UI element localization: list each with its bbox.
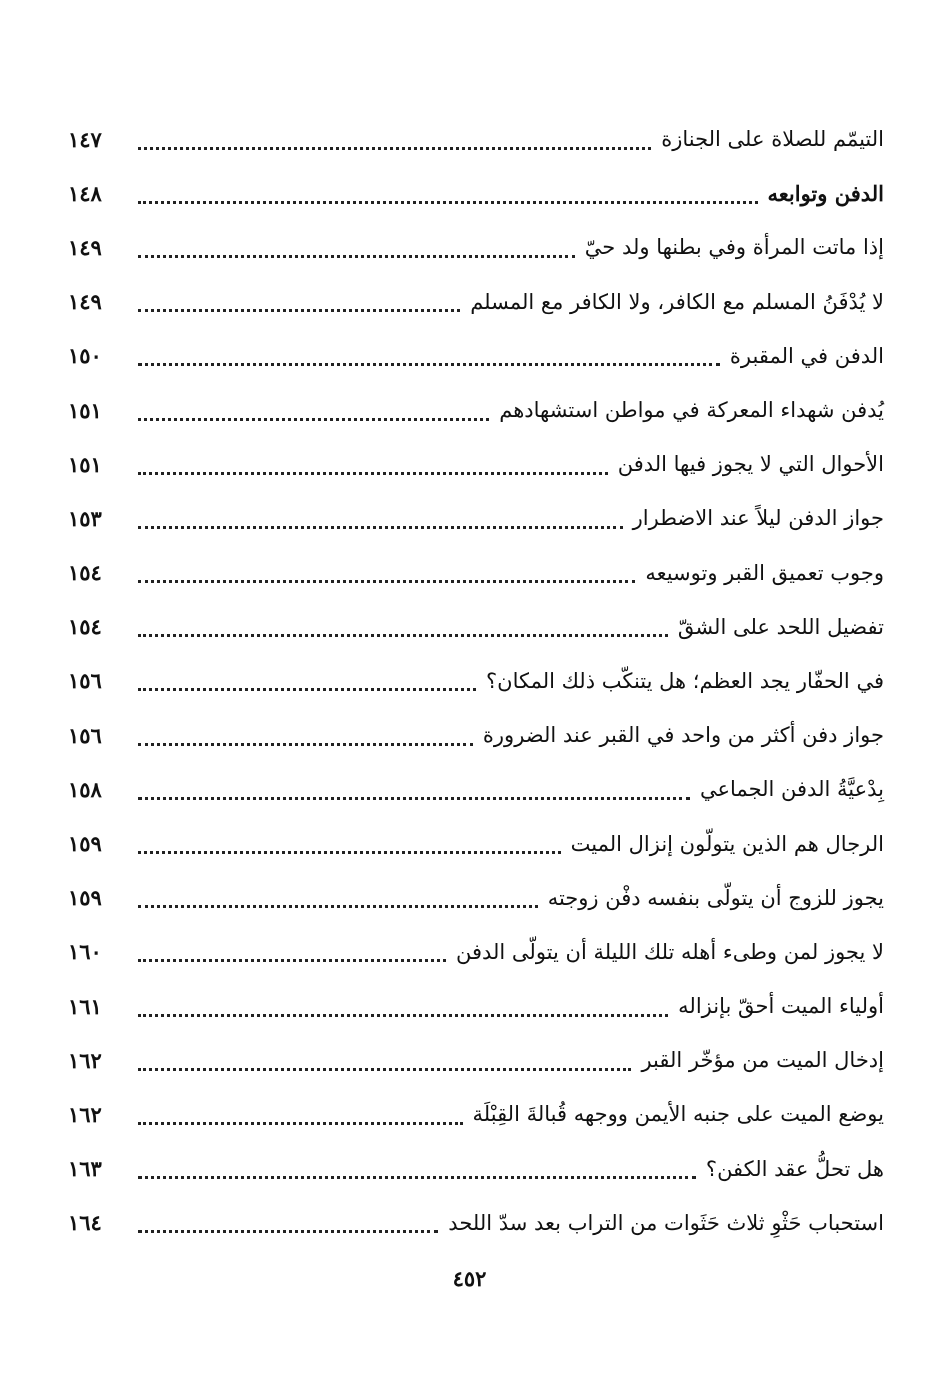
toc-entry-title: الدفن في المقبرة xyxy=(729,343,884,368)
toc-page-number: ١٦٢ xyxy=(68,1101,102,1127)
toc-entry-title: بِدْعيَّةُ الدفن الجماعي xyxy=(700,777,884,802)
toc-entry xyxy=(68,491,884,545)
toc-page-number: ١٦١ xyxy=(68,993,102,1019)
toc-entry xyxy=(68,762,884,816)
toc-entry xyxy=(68,816,884,870)
dot-leader xyxy=(138,959,446,962)
toc-page-number: ١٦٠ xyxy=(68,939,102,965)
dot-leader xyxy=(138,363,720,366)
dot-leader xyxy=(138,1230,438,1233)
toc-entry xyxy=(68,112,884,166)
dot-leader xyxy=(138,851,561,854)
toc-entry xyxy=(68,600,884,654)
toc-entry xyxy=(68,654,884,708)
toc-entry-title: إذا ماتت المرأة وفي بطنها ولد حيّ xyxy=(584,235,884,260)
toc-entry-title: جواز الدفن ليلاً عند الاضطرار xyxy=(632,506,884,531)
toc-page-number: ١٥٩ xyxy=(68,885,102,911)
toc-entry-title: الدفن وتوابعه xyxy=(767,180,884,206)
dot-leader xyxy=(138,309,460,312)
dot-leader xyxy=(138,743,473,746)
dot-leader xyxy=(138,201,758,204)
toc-page-number: ١٤٩ xyxy=(68,289,102,315)
dot-leader xyxy=(138,580,635,583)
page-number: ٤٥٢ xyxy=(452,1266,487,1291)
toc-entry xyxy=(68,979,884,1033)
toc-page-number: ١٤٧ xyxy=(68,126,102,152)
toc-entry-title: يوضع الميت على جنبه الأيمن ووجهه قُبالةَ القِبْلَة xyxy=(472,1102,884,1127)
dot-leader xyxy=(138,1068,631,1071)
toc-page-number: ١٥٤ xyxy=(68,560,102,586)
toc-page-number: ١٥٣ xyxy=(68,505,102,531)
toc-entry xyxy=(68,546,884,600)
toc-entry xyxy=(68,1033,884,1087)
toc-entry-title: أولياء الميت أحقّ بإنزاله xyxy=(678,994,884,1019)
toc-page-number: ١٥١ xyxy=(68,451,102,477)
dot-leader xyxy=(138,634,668,637)
toc-entry-title: جواز دفن أكثر من واحد في القبر عند الضرورة xyxy=(482,723,884,748)
toc-entry-title: لا يُدْفَنُ المسلم مع الكافر، ولا الكافر مع المسلم xyxy=(470,289,884,314)
toc-page-number: ١٥٦ xyxy=(68,668,102,694)
dot-leader xyxy=(138,147,651,150)
dot-leader xyxy=(138,472,608,475)
toc-page-number: ١٤٨ xyxy=(68,180,102,206)
toc-entry xyxy=(68,1196,884,1250)
dot-leader xyxy=(138,1176,696,1179)
toc-entry-title: وجوب تعميق القبر وتوسيعه xyxy=(645,560,884,585)
toc-entry xyxy=(68,383,884,437)
toc-entry xyxy=(68,437,884,491)
toc-entry-title: يُدفن شهداء المعركة في مواطن استشهادهم xyxy=(499,398,884,423)
toc-entry xyxy=(68,1142,884,1196)
toc-page-number: ١٥٤ xyxy=(68,614,102,640)
toc-section-heading xyxy=(68,166,884,220)
toc-entry-title: هل تحلُّ عقد الكفن؟ xyxy=(705,1156,884,1181)
toc-entry xyxy=(68,329,884,383)
dot-leader xyxy=(138,1122,463,1125)
dot-leader xyxy=(138,526,623,529)
toc-entry-title: الأحوال التي لا يجوز فيها الدفن xyxy=(617,452,884,477)
toc-page-number: ١٦٢ xyxy=(68,1047,102,1073)
toc-page-number: ١٥٨ xyxy=(68,776,102,802)
dot-leader xyxy=(138,418,489,421)
toc-entry xyxy=(68,220,884,274)
toc-entry-title: إدخال الميت من مؤخّر القبر xyxy=(641,1048,884,1073)
toc-entry-title: لا يجوز لمن وطىء أهله تلك الليلة أن يتولّى الدفن xyxy=(455,939,884,964)
toc-page-number: ١٦٤ xyxy=(68,1210,102,1236)
toc-entry xyxy=(68,275,884,329)
toc-page-number: ١٦٣ xyxy=(68,1156,102,1182)
dot-leader xyxy=(138,797,690,800)
toc-entry-title: استحباب حَثْوِ ثلاث حَثَوات من التراب بعد سدّ اللحد xyxy=(448,1210,884,1235)
toc-page-number: ١٥١ xyxy=(68,397,102,423)
dot-leader xyxy=(138,688,476,691)
toc-entry-title: في الحفّار يجد العظم؛ هل يتنكّب ذلك المكان؟ xyxy=(486,668,884,693)
toc-entry xyxy=(68,871,884,925)
toc-entry xyxy=(68,925,884,979)
toc-entry-title: تفضيل اللحد على الشقّ xyxy=(677,614,884,639)
dot-leader xyxy=(138,255,575,258)
dot-leader xyxy=(138,1014,668,1017)
toc-entry xyxy=(68,708,884,762)
toc-page-number: ١٥٦ xyxy=(68,722,102,748)
toc-entry xyxy=(68,1087,884,1141)
toc-entry-title: يجوز للزوج أن يتولّى بنفسه دفْن زوجته xyxy=(547,885,884,910)
toc-page-number: ١٥٩ xyxy=(68,831,102,857)
table-of-contents xyxy=(68,112,884,1250)
dot-leader xyxy=(138,905,538,908)
toc-entry-title: الرجال هم الذين يتولّون إنزال الميت xyxy=(570,831,884,856)
toc-entry-title: التيمّم للصلاة على الجنازة xyxy=(661,127,884,152)
toc-page-number: ١٤٩ xyxy=(68,234,102,260)
toc-page-number: ١٥٠ xyxy=(68,343,102,369)
